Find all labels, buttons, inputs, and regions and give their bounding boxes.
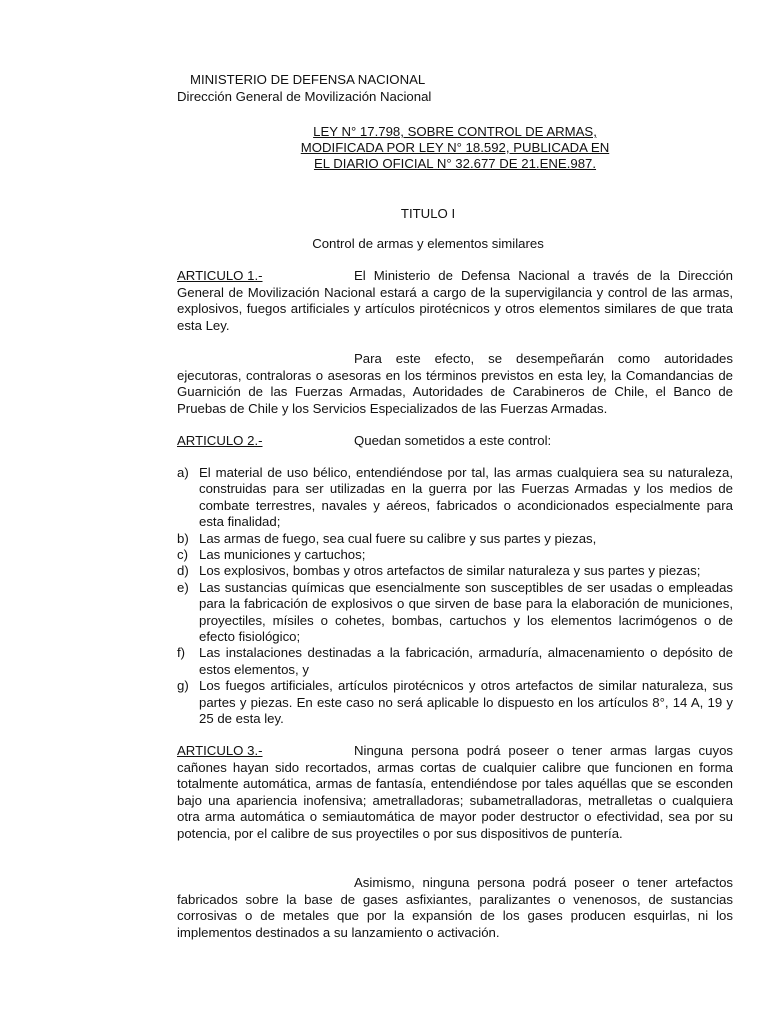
law-title-line: MODIFICADA POR LEY N° 18.592, PUBLICADA EN xyxy=(300,140,610,155)
directorate-heading: Dirección General de Movilización Nacional xyxy=(177,89,432,104)
list-item-text: Los explosivos, bombas y otros artefactos de similar naturaleza y sus partes y piezas; xyxy=(199,563,701,579)
list-item xyxy=(177,563,733,579)
list-item-letter: d) xyxy=(177,563,189,579)
list-item-letter: b) xyxy=(177,530,189,546)
article-2-label: ARTICULO 2.- xyxy=(177,433,263,448)
article-2-text: Quedan sometidos a este control: xyxy=(354,433,552,448)
list-item-text: Las instalaciones destinadas a la fabricación, armaduría, almacenamiento o depósito de estos elementos, y xyxy=(199,645,733,677)
law-title-line: LEY N° 17.798, SOBRE CONTROL DE ARMAS, xyxy=(313,124,597,139)
list-item xyxy=(177,645,733,678)
list-item-letter: e) xyxy=(177,579,189,595)
titulo-subheading: Control de armas y elementos similares xyxy=(312,236,544,251)
titulo-heading: TITULO I xyxy=(400,206,456,221)
list-item-letter: a) xyxy=(177,465,189,480)
article-1-paragraph-2-text: Para este efecto, se desempeñarán como autoridades ejecutoras, contraloras o asesoras en los términos previstos en esta ley, la Comandancias de Guarnición de las Fuerzas Armadas, Autoridades de Carabineros de Chile, el Banco de Pruebas de Chile y los Servicios Especializados de las Fuerzas Armadas. xyxy=(177,351,733,416)
article-1-text: El Ministerio de Defensa Nacional a través de la Dirección General de Movilización Nacional estará a cargo de la supervigilancia y control de las armas, explosivos, fuegos artificiales y artículos pirotécnicos y otros elementos similares de que trata esta Ley. xyxy=(177,268,733,333)
list-item-letter: g) xyxy=(177,678,189,694)
article-1-label: ARTICULO 1.- xyxy=(177,268,263,283)
list-item xyxy=(177,580,733,646)
list-item-text: Las sustancias químicas que esencialmente son susceptibles de ser usadas o empleadas para la fabricación de explosivos o que sirven de base para la elaboración de municiones, proyectiles, mísiles o cohetes, bombas, cartuchos y los elementos lacrimógenos o de efecto fisiológico; xyxy=(199,579,733,645)
list-item-letter: f) xyxy=(177,645,186,661)
list-item xyxy=(177,547,733,563)
article-1 xyxy=(177,268,733,334)
law-title-line: EL DIARIO OFICIAL N° 32.677 DE 21.ENE.987. xyxy=(313,156,597,171)
article-2 xyxy=(177,433,733,450)
law-title xyxy=(290,124,620,172)
list-item xyxy=(177,465,733,531)
ministry-heading: MINISTERIO DE DEFENSA NACIONAL xyxy=(190,72,426,87)
article-3-paragraph-2 xyxy=(177,875,733,941)
article-3-text: Ninguna persona podrá poseer o tener armas largas cuyos cañones hayan sido recortados, armas cortas de cualquier calibre que funcionen en forma totalmente automática, armas de fantasía, entendiéndose por tales aquéllas que se esconden bajo una apariencia inofensiva; ametralladoras; subametralladoras, metralletas o cualquiera otra arma automática o semiautomática de mayor poder destructor o efectividad, sea por su potencia, por el calibre de sus proyectiles o por sus dispositivos de puntería. xyxy=(177,743,733,841)
list-item-text: El material de uso bélico, entendiéndose por tal, las armas cualquiera sea su naturaleza, construidas para ser utilizadas en la guerra por las Fuerzas Armadas y los medios de combate terrestres, navales y aéreos, fabricados o acondicionados especialmente para esta finalidad; xyxy=(199,465,733,530)
article-1-paragraph-2 xyxy=(177,351,733,417)
article-2-list xyxy=(177,465,733,728)
article-3 xyxy=(177,743,733,843)
list-item xyxy=(177,531,733,547)
list-item-text: Las municiones y cartuchos; xyxy=(199,547,366,563)
article-3-paragraph-2-text: Asimismo, ninguna persona podrá poseer o tener artefactos fabricados sobre la base de gases asfixiantes, paralizantes o venenosos, de sustancias corrosivas o de metales que por la expansión de los gases producen esquirlas, ni los implementos destinados a su lanzamiento o activación. xyxy=(177,875,733,940)
list-item-text: Los fuegos artificiales, artículos pirotécnicos y otros artefactos de similar naturaleza, sus partes y piezas. En este caso no será aplicable lo dispuesto en los artículos 8°, 14 A, 19 y 25 de esta ley. xyxy=(199,678,733,727)
article-3-label: ARTICULO 3.- xyxy=(177,743,263,758)
list-item xyxy=(177,678,733,727)
list-item-letter: c) xyxy=(177,547,188,563)
list-item-text: Las armas de fuego, sea cual fuere su calibre y sus partes y piezas, xyxy=(199,530,597,546)
